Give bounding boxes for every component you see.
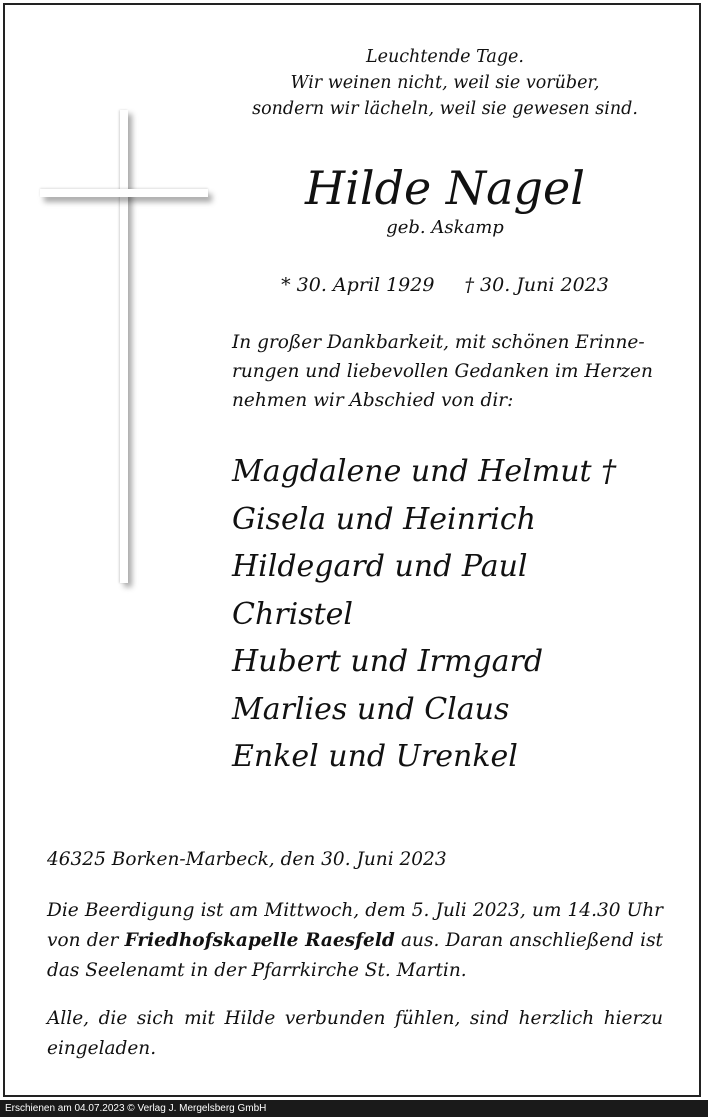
invite-line: Alle, die sich mit Hilde verbunden fühlen, sind herzlich hierzu <box>47 1008 663 1029</box>
quote-line: Leuchtende Tage. <box>366 47 524 67</box>
quote <box>230 44 660 122</box>
quote-line: Wir weinen nicht, weil sie vorüber, <box>290 73 600 93</box>
funeral-line-text: von der <box>47 930 125 951</box>
intro-line: rungen und liebevollen Gedanken im Herzen <box>232 361 653 382</box>
mourner-item: Christel <box>232 596 354 632</box>
publication-footer: Erschienen am 04.07.2023 © Verlag J. Mergelsberg GmbH <box>0 1100 708 1117</box>
funeral-line: Die Beerdigung ist am Mittwoch, dem 5. Juli 2023, um 14.30 Uhr <box>47 900 663 921</box>
place-date: 46325 Borken-Marbeck, den 30. Juni 2023 <box>47 849 447 870</box>
mourner-item: Marlies und Claus <box>232 691 510 727</box>
intro-line: In großer Dankbarkeit, mit schönen Erinne- <box>232 332 645 353</box>
funeral-line-text: aus. Daran anschließend ist <box>394 930 663 951</box>
mourner-item: Hubert und Irmgard <box>232 644 544 679</box>
mourners-list <box>232 448 672 781</box>
invitation <box>47 1004 663 1064</box>
death-date: † 30. Juni 2023 <box>464 274 609 296</box>
funeral-line <box>47 926 663 956</box>
mourner-item: Enkel und Urenkel <box>232 739 518 774</box>
intro-text <box>232 328 662 415</box>
chapel-name: Friedhofskapelle Raesfeld <box>124 930 395 951</box>
mourner-item: Hildegard und Paul <box>232 549 528 584</box>
deceased-name: Hilde Nagel <box>305 161 585 215</box>
life-dates <box>230 272 660 298</box>
birth-date: * 30. April 1929 <box>281 274 435 296</box>
funeral-line: das Seelenamt in der Pfarrkirche St. Martin. <box>47 960 467 981</box>
invite-line: eingeladen. <box>47 1038 157 1059</box>
funeral-info <box>47 896 663 986</box>
intro-line: nehmen wir Abschied von dir: <box>232 390 514 411</box>
cross-icon <box>38 105 218 585</box>
maiden-name: geb. Askamp <box>386 217 504 238</box>
mourner-item: Gisela und Heinrich <box>232 501 536 537</box>
mourner-item: Magdalene und Helmut † <box>232 454 617 489</box>
quote-line: sondern wir lächeln, weil sie gewesen sind. <box>252 99 638 119</box>
